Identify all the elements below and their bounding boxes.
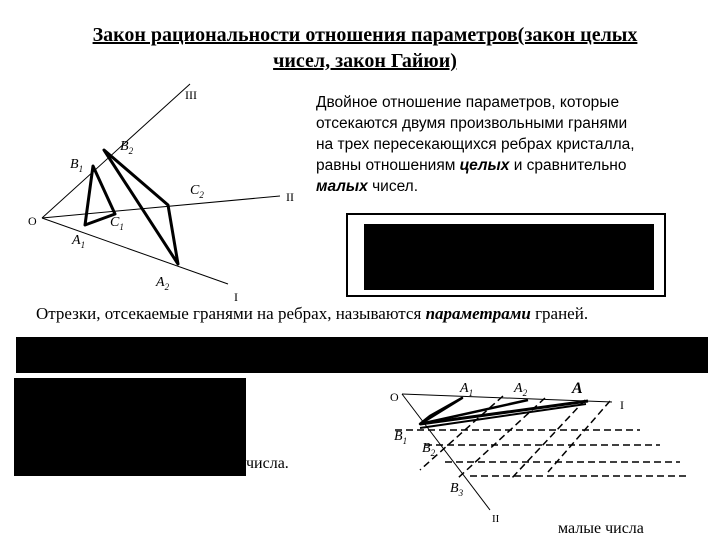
emphasis-whole: целых [459, 157, 510, 174]
description-line-2: отсекаются двумя произвольными гранями [316, 115, 628, 132]
label-2-B2: $B_2$ [422, 441, 436, 458]
axis-III-label: III [185, 88, 197, 102]
dashed-diag-3 [510, 400, 585, 480]
small-numbers-caption: малые числа [558, 520, 644, 537]
axis-II-label-2: II [492, 513, 500, 525]
parameters-definition: Отрезки, отсекаемые гранями на ребрах, называются параметрами граней. [36, 304, 589, 323]
description-line-5: малых чисел. [316, 178, 419, 195]
label-2-A1: $A_1$ [460, 381, 474, 398]
label-B2: $B_2$ [120, 139, 134, 156]
label-C2: $C_2$ [190, 183, 204, 200]
label-A2: $A_2$ [156, 275, 170, 292]
description-line-3: на трех пересекающихся ребрах кристалла, [316, 136, 635, 153]
origin-label: O [28, 214, 37, 228]
title-line-2: чисел, закон Гайюи) [273, 50, 457, 72]
axis-I-label-2: I [620, 398, 624, 412]
title-line-1: Закон рациональности отношения параметров(закон целых [92, 24, 638, 46]
numbers-fragment: числа. [246, 455, 289, 472]
label-2-A2: $A_2$ [514, 381, 528, 398]
label-A1: $A_1$ [72, 233, 86, 250]
description-line-1: Двойное отношение параметров, которые [316, 94, 620, 111]
axis-I-label: I [234, 290, 238, 304]
origin-label-2: O [390, 390, 399, 404]
label-C1: $C_1$ [110, 215, 124, 232]
description-line-4: равны отношениям целых и сравнительно [316, 157, 627, 174]
label-B1: $B_1$ [70, 157, 84, 174]
emphasis-small: малых [316, 178, 368, 195]
emphasis-parameters: параметрами [425, 304, 531, 323]
axis-II-label: II [286, 190, 294, 204]
label-2-B3: $B_3$ [450, 481, 464, 498]
label-2-B1: $B_1$ [394, 429, 408, 446]
label-2-A3: A [572, 380, 583, 397]
